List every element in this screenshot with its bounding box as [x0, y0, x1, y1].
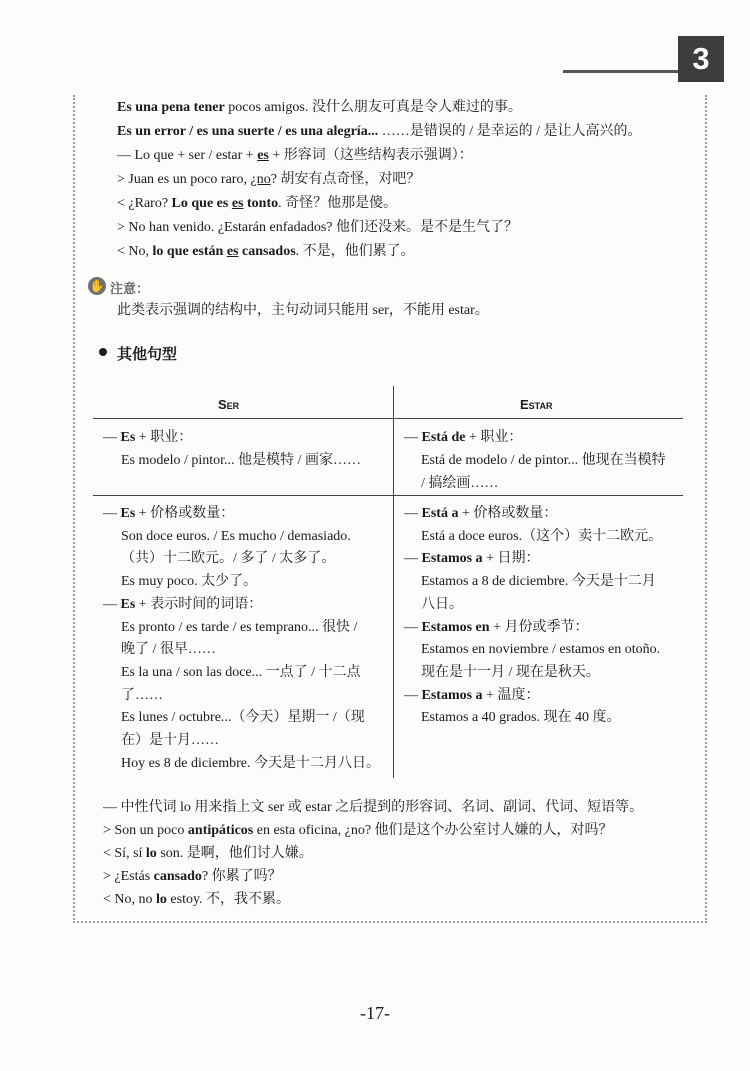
- note-hand-icon: ✋: [89, 279, 105, 293]
- section-title: 其他句型: [117, 347, 178, 363]
- ser-time-example-4: Hoy es 8 de diciembre. 今天是十二月八日。: [121, 756, 380, 771]
- ser-price-example-3: Es muy poco. 太少了。: [121, 574, 258, 589]
- table-column-divider: [393, 386, 394, 778]
- intro-line-4: > Juan es un poco raro, ¿no? 胡安有点奇怪，对吧？: [117, 172, 421, 187]
- outro-line-4: > ¿Estás cansado? 你累了吗？: [103, 869, 282, 884]
- estar-temperature-heading: — Estamos a + 温度：: [404, 688, 540, 703]
- estar-season-example: Estamos en noviembre / estamos en otoño.: [421, 642, 661, 657]
- intro-line-6: > No han venido. ¿Estarán enfadados? 他们还没来。是不是生气了？: [117, 220, 518, 235]
- intro-line-7: < No, lo que están es cansados. 不是，他们累了。: [117, 244, 415, 259]
- intro-line-5: < ¿Raro? Lo que es es tonto. 奇怪？他那是傻。: [117, 196, 398, 211]
- estar-price-heading: — Está a + 价格或数量：: [404, 506, 558, 521]
- estar-date-example: Estamos a 8 de diciembre. 今天是十二月: [421, 574, 656, 589]
- ser-time-example-3: Es lunes / octubre...（今天）星期一 /（现: [121, 710, 365, 725]
- header-estar: Estar: [520, 397, 553, 412]
- ser-price-example-2: （共）十二欧元。/ 多了 / 太多了。: [121, 551, 336, 566]
- note-text: 此类表示强调的结构中，主句动词只能用 ser，不能用 estar。: [117, 303, 489, 318]
- chapter-rule: [563, 70, 688, 73]
- intro-line-3: — Lo que + ser / estar + es + 形容词（这些结构表示强调）：: [117, 148, 473, 163]
- ser-time-example-1-cont: 晚了 / 很早……: [121, 642, 216, 657]
- ser-profession-example: Es modelo / pintor... 他是模特 / 画家……: [121, 453, 361, 468]
- outro-line-3: < Sí, sí lo son. 是啊，他们讨人嫌。: [103, 846, 313, 861]
- ser-time-example-3-cont: 在）是十月……: [121, 733, 219, 748]
- estar-date-heading: — Estamos a + 日期：: [404, 551, 540, 566]
- ser-time-heading: — Es + 表示时间的词语：: [103, 597, 263, 612]
- estar-profession-example-cont: / 搞绘画……: [421, 476, 499, 491]
- ser-price-heading: — Es + 价格或数量：: [103, 506, 235, 521]
- outro-line-1: — 中性代词 lo 用来指上文 ser 或 estar 之后提到的形容词、名词、副词、代词、短语等。: [103, 800, 644, 815]
- ser-time-example-2-cont: 了……: [121, 688, 163, 703]
- estar-temperature-example: Estamos a 40 grados. 现在 40 度。: [421, 710, 621, 725]
- estar-season-example-cont: 现在是十一月 / 现在是秋天。: [421, 665, 600, 680]
- estar-profession-heading: — Está de + 职业：: [404, 430, 523, 445]
- table-header-rule: [93, 418, 683, 419]
- bullet-icon: [99, 348, 107, 356]
- ser-time-example-2: Es la una / son las doce... 一点了 / 十二点: [121, 665, 361, 680]
- ser-price-example-1: Son doce euros. / Es mucho / demasiado.: [121, 529, 351, 544]
- note-label: 注意：: [110, 281, 150, 296]
- ser-time-example-1: Es pronto / es tarde / es temprano... 很快 /: [121, 620, 358, 635]
- estar-profession-example: Está de modelo / de pintor... 他现在当模特: [421, 453, 666, 468]
- intro-line-2: Es un error / es una suerte / es una alegría... ……是错误的 / 是幸运的 / 是让人高兴的。: [117, 124, 642, 139]
- chapter-number-tab: 3: [678, 36, 724, 82]
- page-number: -17-: [360, 1003, 390, 1023]
- intro-line-1: Es una pena tener pocos amigos. 没什么朋友可真是令人难过的事。: [117, 100, 522, 115]
- ser-profession-heading: — Es + 职业：: [103, 430, 193, 445]
- outro-line-5: < No, no lo estoy. 不，我不累。: [103, 892, 291, 907]
- estar-date-example-cont: 八日。: [421, 597, 463, 612]
- estar-season-heading: — Estamos en + 月份或季节：: [404, 620, 589, 635]
- table-row-rule: [93, 495, 683, 496]
- estar-price-example: Está a doce euros.（这个）卖十二欧元。: [421, 529, 663, 544]
- header-ser: Ser: [218, 397, 240, 412]
- outro-line-2: > Son un poco antipáticos en esta oficina, ¿no? 他们是这个办公室讨人嫌的人，对吗？: [103, 823, 613, 838]
